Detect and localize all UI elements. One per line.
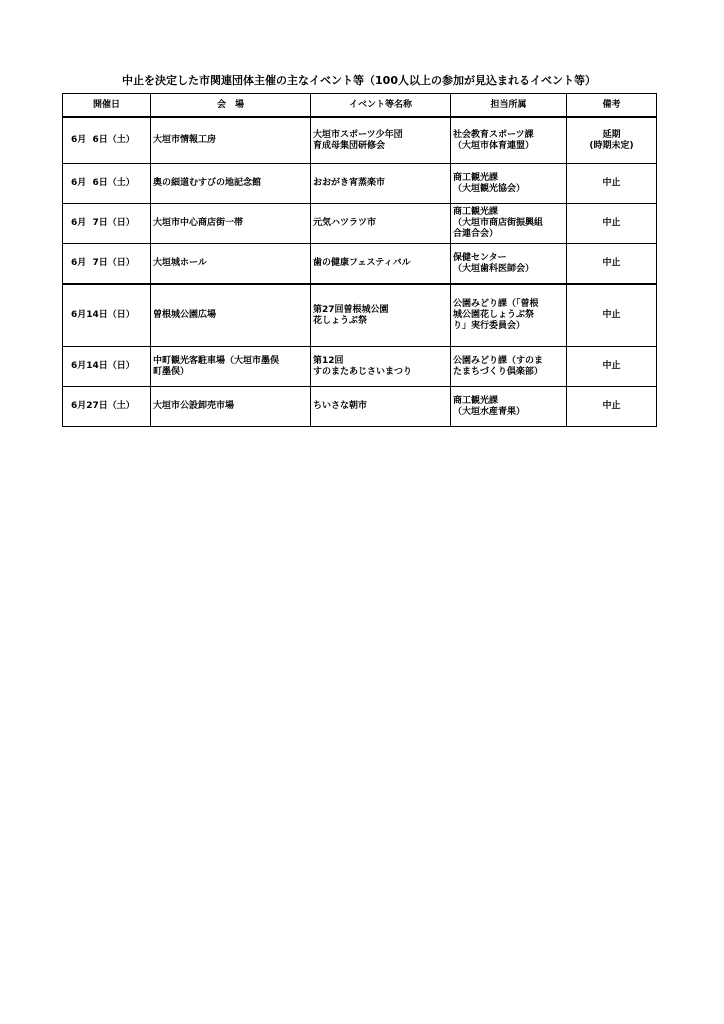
cell-notes: 中止	[567, 204, 657, 244]
table-row	[63, 204, 657, 244]
table-row	[63, 347, 657, 387]
table-row	[63, 117, 657, 164]
header-date: 開催日	[63, 94, 151, 118]
header-venue: 会 場	[151, 94, 311, 118]
cell-event: 第27回曽根城公園 花しょうぶ祭	[311, 284, 451, 347]
page-title: 中止を決定した市関連団体主催の主なイベント等（100人以上の参加が見込まれるイベント等）	[122, 74, 596, 87]
table-row	[63, 164, 657, 204]
cell-date: 6月 6日（土）	[63, 117, 151, 164]
cell-dept: 公園みどり課（「曽根 城公園花しょうぶ祭 り」実行委員会）	[451, 284, 567, 347]
cell-venue: 中町観光客駐車場（大垣市墨俣 町墨俣）	[151, 347, 311, 387]
cell-event: 歯の健康フェスティバル	[311, 244, 451, 285]
events-table	[62, 93, 657, 427]
cell-dept: 社会教育スポーツ課 （大垣市体育連盟）	[451, 117, 567, 164]
table-row	[63, 387, 657, 427]
cell-date: 6月 6日（土）	[63, 164, 151, 204]
cell-event: ちいさな朝市	[311, 387, 451, 427]
header-event: イベント等名称	[311, 94, 451, 118]
cell-venue: 大垣城ホール	[151, 244, 311, 285]
cell-notes: 中止	[567, 244, 657, 285]
cell-venue: 奥の細道むすびの地記念館	[151, 164, 311, 204]
cell-dept: 商工観光課 （大垣水産青果）	[451, 387, 567, 427]
cell-dept: 商工観光課 （大垣観光協会）	[451, 164, 567, 204]
cell-event: 大垣市スポーツ少年団 育成母集団研修会	[311, 117, 451, 164]
table-row	[63, 284, 657, 347]
cell-notes: 中止	[567, 284, 657, 347]
cell-notes: 中止	[567, 387, 657, 427]
cell-date: 6月14日（日）	[63, 347, 151, 387]
cell-event: 元気ハツラツ市	[311, 204, 451, 244]
cell-venue: 大垣市中心商店街一帯	[151, 204, 311, 244]
cell-venue: 大垣市公設卸売市場	[151, 387, 311, 427]
cell-venue: 大垣市情報工房	[151, 117, 311, 164]
cell-notes: 中止	[567, 347, 657, 387]
cell-date: 6月 7日（日）	[63, 244, 151, 285]
cell-dept: 商工観光課 （大垣市商店街振興組 合連合会）	[451, 204, 567, 244]
header-notes: 備考	[567, 94, 657, 118]
table-row	[63, 244, 657, 285]
cell-date: 6月14日（日）	[63, 284, 151, 347]
cell-dept: 公園みどり課（すのま たまちづくり倶楽部）	[451, 347, 567, 387]
cell-dept: 保健センター （大垣歯科医師会）	[451, 244, 567, 285]
cell-event: おおがき宵蒸楽市	[311, 164, 451, 204]
cell-date: 6月27日（土）	[63, 387, 151, 427]
cell-date: 6月 7日（日）	[63, 204, 151, 244]
cell-venue: 曽根城公園広場	[151, 284, 311, 347]
cell-notes: 中止	[567, 164, 657, 204]
cell-event: 第12回 すのまたあじさいまつり	[311, 347, 451, 387]
table-header-row	[63, 94, 657, 118]
header-dept: 担当所属	[451, 94, 567, 118]
cell-notes: 延期 (時期未定)	[567, 117, 657, 164]
